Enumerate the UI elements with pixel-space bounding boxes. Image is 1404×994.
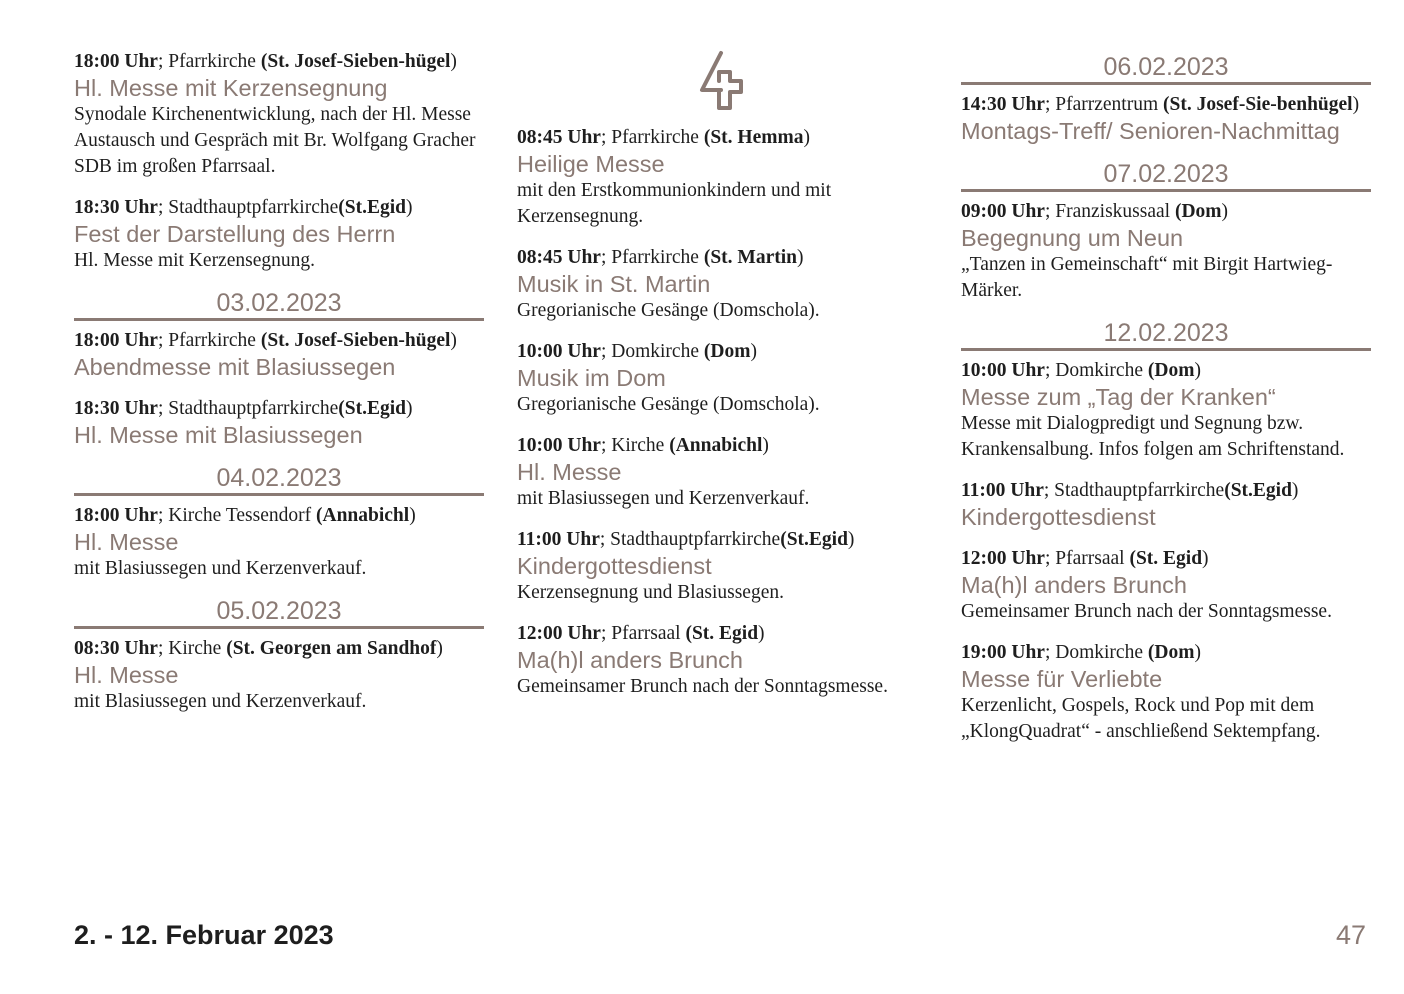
event-time: 09:00 Uhr [961, 201, 1045, 222]
separator: ; [600, 341, 612, 362]
event-description: mit Blasiussegen und Kerzenverkauf. [74, 558, 367, 579]
paren-close: ) [1291, 480, 1299, 501]
event-place: Pfarrkirche [611, 127, 704, 148]
page-number: 47 [1335, 920, 1366, 950]
paren-open: ( [703, 127, 711, 148]
event-time: 18:00 Uhr [74, 330, 158, 351]
paren-open: ( [226, 638, 233, 659]
separator: ; [600, 247, 612, 268]
date-heading: 03.02.2023 [74, 288, 484, 321]
event-entry [517, 620, 929, 700]
separator: ; [1044, 642, 1056, 663]
paren-close: ) [409, 505, 416, 526]
paren-open: ( [1129, 548, 1136, 569]
date-heading: 04.02.2023 [74, 463, 484, 496]
event-title: Hl. Messe [74, 662, 179, 688]
paren-open: ( [1224, 480, 1231, 501]
separator: ; [157, 51, 169, 72]
event-place: Pfarrkirche [611, 247, 704, 268]
event-location-line [74, 635, 484, 662]
paren-close: ) [762, 435, 769, 456]
event-entry [961, 639, 1371, 745]
event-place: Domkirche [1055, 360, 1148, 381]
separator: ; [157, 638, 169, 659]
paren-close: ) [847, 529, 855, 550]
event-parish: St. Josef-Sieben-hügel [267, 330, 451, 351]
event-title: Musik im Dom [517, 365, 666, 391]
paren-open: ( [669, 435, 676, 456]
separator: ; [157, 197, 169, 218]
paren-open: ( [703, 247, 711, 268]
separator: ; [1044, 201, 1056, 222]
event-entry [517, 526, 929, 606]
event-description: Messe mit Dialogpredigt und Segnung bzw. Krankensalbung. Infos folgen am Schriftenstand. [961, 413, 1345, 460]
event-title: Hl. Messe mit Blasiussegen [74, 422, 363, 448]
event-parish: Dom [1181, 201, 1222, 222]
event-parish: St. Josef-Sieben-hügel [267, 51, 451, 72]
event-description: mit Blasiussegen und Kerzenverkauf. [74, 691, 367, 712]
event-entry [517, 338, 929, 418]
paren-open: ( [1174, 201, 1182, 222]
event-description: Kerzensegnung und Blasiussegen. [517, 582, 784, 603]
event-place: Stadthauptpfarrkirche [168, 197, 339, 218]
event-entry [74, 635, 484, 715]
paren-close: ) [750, 341, 757, 362]
paren-open: ( [338, 197, 345, 218]
paren-close: ) [796, 247, 804, 268]
event-time: 18:30 Uhr [74, 197, 158, 218]
event-location-line [517, 620, 929, 647]
event-entry [961, 357, 1371, 463]
event-time: 10:00 Uhr [517, 435, 601, 456]
event-title: Montags-Treff/ Senioren-Nachmittag [961, 118, 1340, 144]
event-location-line [517, 124, 929, 151]
separator: ; [600, 127, 612, 148]
paren-close: ) [450, 330, 457, 351]
separator: ; [1044, 360, 1056, 381]
event-title: Musik in St. Martin [517, 271, 711, 297]
paren-open: ( [260, 51, 268, 72]
event-description: mit Blasiussegen und Kerzenverkauf. [517, 488, 810, 509]
event-time: 18:30 Uhr [74, 398, 158, 419]
event-time: 12:00 Uhr [961, 548, 1045, 569]
event-title: Fest der Darstellung des Herrn [74, 221, 396, 247]
event-title: Heilige Messe [517, 151, 665, 177]
event-location-line [74, 48, 484, 75]
event-parish: St. Martin [710, 247, 797, 268]
event-place: Franziskussaal [1055, 201, 1175, 222]
separator: ; [600, 435, 612, 456]
event-entry [517, 432, 929, 512]
paren-open: ( [685, 623, 692, 644]
separator: ; [1044, 548, 1056, 569]
event-parish: St.Egid [344, 398, 406, 419]
footer-date-range: 2. - 12. Februar 2023 [74, 920, 334, 950]
event-place: Pfarrkirche [168, 51, 261, 72]
event-time: 18:00 Uhr [74, 505, 158, 526]
event-location-line [961, 91, 1371, 118]
event-place: Kirche Tessendorf [168, 505, 316, 526]
event-parish: Dom [1154, 642, 1195, 663]
paren-close: ) [450, 51, 457, 72]
paren-close: ) [436, 638, 443, 659]
event-title: Messe für Verliebte [961, 666, 1163, 692]
event-entry [961, 91, 1371, 145]
event-location-line [74, 502, 484, 529]
event-entry [517, 244, 929, 324]
event-parish: St. Georgen am Sandhof [232, 638, 437, 659]
event-parish: St. Egid [691, 623, 759, 644]
event-location-line [74, 395, 484, 422]
paren-open: ( [1163, 94, 1170, 115]
event-title: Hl. Messe [74, 529, 179, 555]
event-entry [74, 502, 484, 582]
event-entry [961, 198, 1371, 304]
paren-close: ) [406, 197, 413, 218]
event-time: 08:45 Uhr [517, 247, 601, 268]
event-description: Gregorianische Gesänge (Domschola). [517, 394, 820, 415]
event-description: Gemeinsamer Brunch nach der Sonntagsmesse. [961, 601, 1332, 622]
event-parish: St. Egid [1135, 548, 1203, 569]
event-description: Synodale Kirchenentwicklung, nach der Hl. Messe Austausch und Gespräch mit Br. Wolfgang Gracher SDB im großen Pfarrsaal. [74, 104, 476, 177]
event-time: 08:45 Uhr [517, 127, 601, 148]
event-place: Kirche [168, 638, 227, 659]
event-entry [961, 545, 1371, 625]
event-time: 12:00 Uhr [517, 623, 601, 644]
event-entry [517, 124, 929, 230]
event-location-line [517, 244, 929, 271]
paren-close: ) [1202, 548, 1209, 569]
paren-close: ) [803, 127, 810, 148]
event-place: Pfarrzentrum [1055, 94, 1163, 115]
event-title: Kindergottesdienst [517, 553, 712, 579]
event-description: Kerzenlicht, Gospels, Rock und Pop mit dem „KlongQuadrat“ - anschließend Sektempfang. [961, 695, 1321, 742]
paren-open: ( [338, 398, 345, 419]
separator: ; [157, 330, 169, 351]
event-location-line [961, 357, 1371, 384]
paren-open: ( [780, 529, 787, 550]
event-time: 10:00 Uhr [517, 341, 601, 362]
event-parish: St. Hemma [710, 127, 804, 148]
event-title: Ma(h)l anders Brunch [961, 572, 1187, 598]
paren-open: ( [260, 330, 268, 351]
event-entry [74, 395, 484, 449]
paren-open: ( [315, 505, 323, 526]
column-2 [517, 48, 929, 714]
event-title: Hl. Messe [517, 459, 622, 485]
event-parish: Annabichl [322, 505, 410, 526]
paren-close: ) [1221, 201, 1229, 222]
event-parish: Dom [710, 341, 751, 362]
event-parish: St.Egid [786, 529, 848, 550]
paren-close: ) [758, 623, 765, 644]
event-entry [961, 477, 1371, 531]
event-time: 08:30 Uhr [74, 638, 158, 659]
event-location-line [961, 477, 1371, 504]
paren-close: ) [1194, 360, 1201, 381]
event-title: Messe zum „Tag der Kranken“ [961, 384, 1276, 410]
event-place: Pfarrsaal [611, 623, 686, 644]
event-description: Hl. Messe mit Kerzensegnung. [74, 250, 315, 271]
event-parish: St.Egid [1230, 480, 1292, 501]
event-description: „Tanzen in Gemeinschaft“ mit Birgit Hartwieg-Märker. [961, 254, 1333, 301]
event-place: Pfarrsaal [1055, 548, 1130, 569]
separator: ; [157, 505, 169, 526]
event-parish: St. Josef-Sie-benhügel [1169, 94, 1353, 115]
paren-close: ) [1352, 94, 1360, 115]
event-entry [74, 48, 484, 180]
event-entry [74, 194, 484, 274]
event-entry [74, 327, 484, 381]
paren-open: ( [1147, 642, 1155, 663]
event-location-line [517, 338, 929, 365]
date-heading: 12.02.2023 [961, 318, 1371, 351]
event-description: Gregorianische Gesänge (Domschola). [517, 300, 820, 321]
event-time: 11:00 Uhr [961, 480, 1044, 501]
event-location-line [961, 545, 1371, 572]
column-3 [961, 48, 1371, 759]
event-parish: Annabichl [675, 435, 763, 456]
event-place: Pfarrkirche [168, 330, 261, 351]
event-time: 18:00 Uhr [74, 51, 158, 72]
event-place: Stadthauptpfarrkirche [168, 398, 339, 419]
date-heading: 06.02.2023 [961, 52, 1371, 85]
event-description: Gemeinsamer Brunch nach der Sonntagsmesse. [517, 676, 888, 697]
separator: ; [157, 398, 169, 419]
event-title: Begegnung um Neun [961, 225, 1184, 251]
separator: ; [1043, 480, 1055, 501]
event-location-line [961, 639, 1371, 666]
event-place: Domkirche [611, 341, 704, 362]
event-location-line [517, 432, 929, 459]
event-location-line [74, 327, 484, 354]
event-location-line [961, 198, 1371, 225]
column-1 [74, 48, 484, 729]
four-cross-icon [697, 50, 749, 116]
event-time: 11:00 Uhr [517, 529, 600, 550]
date-heading: 07.02.2023 [961, 159, 1371, 192]
event-parish: St.Egid [344, 197, 406, 218]
date-heading: 05.02.2023 [74, 596, 484, 629]
event-parish: Dom [1154, 360, 1195, 381]
event-location-line [517, 526, 929, 553]
event-place: Domkirche [1055, 642, 1148, 663]
event-time: 14:30 Uhr [961, 94, 1045, 115]
event-title: Kindergottesdienst [961, 504, 1156, 530]
paren-close: ) [1194, 642, 1201, 663]
event-time: 10:00 Uhr [961, 360, 1045, 381]
event-title: Abendmesse mit Blasiussegen [74, 354, 396, 380]
paren-open: ( [703, 341, 711, 362]
event-place: Kirche [611, 435, 670, 456]
paren-close: ) [406, 398, 413, 419]
separator: ; [600, 623, 612, 644]
event-place: Stadthauptpfarrkirche [610, 529, 781, 550]
event-time: 19:00 Uhr [961, 642, 1045, 663]
event-title: Hl. Messe mit Kerzensegnung [74, 75, 388, 101]
event-location-line [74, 194, 484, 221]
paren-open: ( [1147, 360, 1155, 381]
event-title: Ma(h)l anders Brunch [517, 647, 743, 673]
event-place: Stadthauptpfarrkirche [1054, 480, 1225, 501]
event-description: mit den Erstkommunionkindern und mit Kerzensegnung. [517, 180, 832, 227]
separator: ; [599, 529, 611, 550]
separator: ; [1044, 94, 1056, 115]
